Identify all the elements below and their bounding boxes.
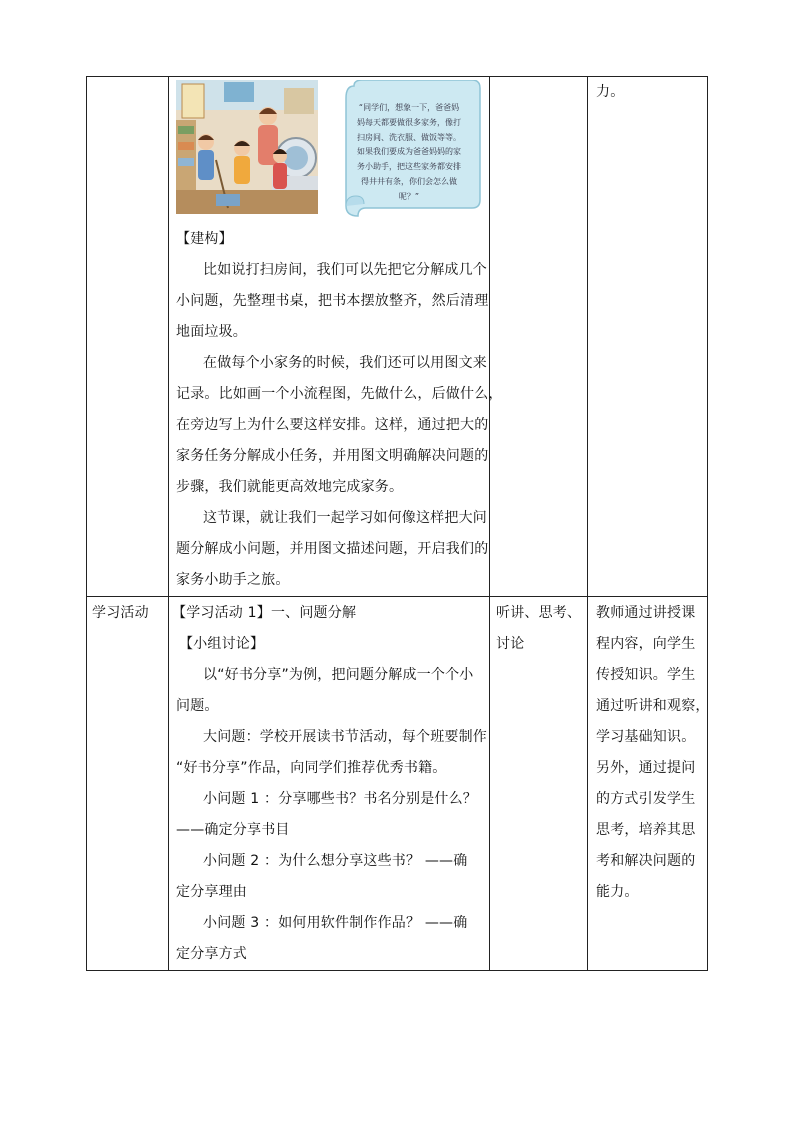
sub-question-3-answer: 定分享方式 bbox=[176, 946, 247, 962]
column-divider bbox=[168, 76, 169, 971]
row-label-learning-activity: 学习活动 bbox=[92, 605, 149, 621]
paragraph-line: 问题。 bbox=[176, 698, 219, 714]
speech-scroll-text: “同学们，想象一下，爸爸妈妈每天都要做很多家务，像打扫房间、洗衣服、做饭等等。如果我们要成为爸爸妈妈的家务小助手，把这些家务都安排得井井有条，你们会怎么做呢？” bbox=[357, 103, 461, 201]
design-intent-line: 另外，通过提问 bbox=[596, 760, 696, 776]
sub-question-3: 小问题 3 ：如何用软件制作作品？ ——确 bbox=[203, 915, 468, 931]
column-divider bbox=[489, 76, 490, 971]
paragraph-line: 小问题，先整理书桌，把书本摆放整齐，然后清理 bbox=[176, 293, 489, 309]
paragraph-line: 记录。比如画一个小流程图，先做什么，后做什么， bbox=[176, 386, 503, 402]
student-activity-line: 讨论 bbox=[496, 636, 525, 652]
paragraph-line: “好书分享”作品，向同学们推荐优秀书籍。 bbox=[176, 760, 447, 776]
paragraph-line: 步骤，我们就能更高效地完成家务。 bbox=[176, 479, 404, 495]
sub-question-2-answer: 定分享理由 bbox=[176, 884, 247, 900]
paragraph-line: 以“好书分享”为例，把问题分解成一个个小 bbox=[203, 667, 474, 683]
table-border-right bbox=[707, 76, 708, 971]
design-intent-line: 学习基础知识。 bbox=[596, 729, 696, 745]
paragraph-line: 这节课，就让我们一起学习如何像这样把大问 bbox=[203, 510, 487, 526]
design-intent-line: 程内容，向学生 bbox=[596, 636, 696, 652]
paragraph-line: 家务小助手之旅。 bbox=[176, 572, 290, 588]
paragraph-line: 家务任务分解成小任务，并用图文明确解决问题的 bbox=[176, 448, 489, 464]
student-activity-line: 听讲、思考、 bbox=[496, 605, 582, 621]
heading-construct: 【建构】 bbox=[176, 231, 233, 247]
design-intent-line: 通过听讲和观察， bbox=[596, 698, 710, 714]
family-chores-illustration bbox=[176, 80, 318, 214]
paragraph-line: 地面垃圾。 bbox=[176, 324, 247, 340]
sub-question-1-answer: ——确定分享书目 bbox=[176, 822, 290, 838]
table-border-bottom bbox=[86, 970, 708, 971]
design-intent-line: 的方式引发学生 bbox=[596, 791, 696, 807]
design-intent-line: 传授知识。学生 bbox=[596, 667, 696, 683]
group-discussion-heading: 【小组讨论】 bbox=[179, 636, 265, 652]
design-intent-line: 教师通过讲授课 bbox=[596, 605, 696, 621]
design-intent-text: 力。 bbox=[596, 84, 625, 100]
paragraph-line: 在旁边写上为什么要这样安排。这样，通过把大的 bbox=[176, 417, 489, 433]
paragraph-line: 题分解成小问题，并用图文描述问题，开启我们的 bbox=[176, 541, 489, 557]
paragraph-line: 比如说打扫房间，我们可以先把它分解成几个 bbox=[203, 262, 487, 278]
design-intent-line: 思考，培养其思 bbox=[596, 822, 696, 838]
activity-heading: 【学习活动 1】一、问题分解 bbox=[172, 605, 357, 621]
column-divider bbox=[587, 76, 588, 971]
design-intent-line: 考和解决问题的 bbox=[596, 853, 696, 869]
row-divider bbox=[86, 596, 708, 597]
sub-question-2: 小问题 2 ：为什么想分享这些书？ ——确 bbox=[203, 853, 468, 869]
paragraph-line: 大问题：学校开展读书节活动，每个班要制作 bbox=[203, 729, 487, 745]
paragraph-line: 在做每个小家务的时候，我们还可以用图文来 bbox=[203, 355, 487, 371]
sub-question-1: 小问题 1 ：分享哪些书？书名分别是什么？ bbox=[203, 791, 478, 807]
design-intent-line: 能力。 bbox=[596, 884, 639, 900]
table-border-left bbox=[86, 76, 87, 971]
